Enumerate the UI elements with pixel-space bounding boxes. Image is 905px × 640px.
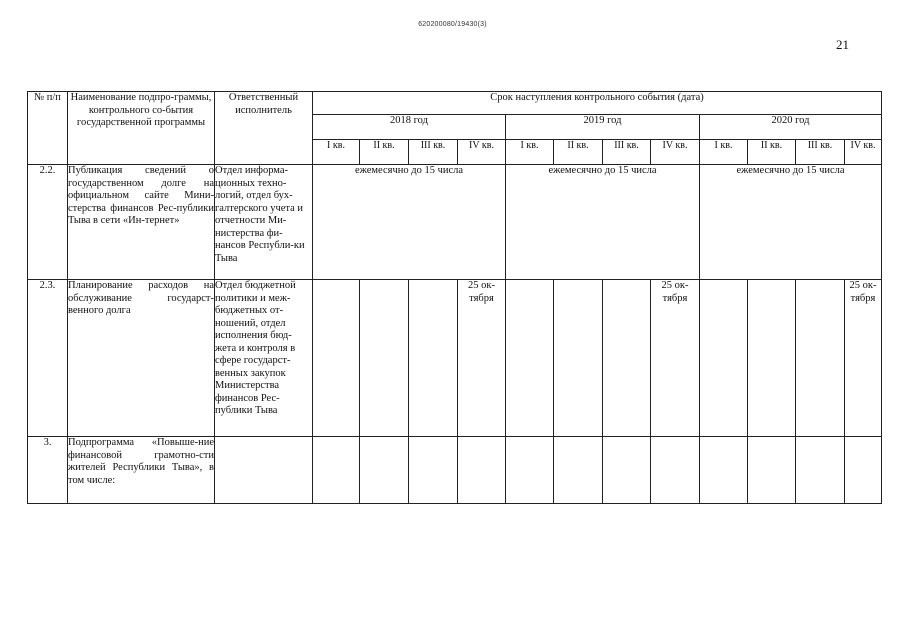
quarter-cell (748, 280, 796, 437)
quarter-cell (554, 280, 603, 437)
row-name: Публикация сведений о государственном долге на официальном сайте Мини-стерства финансов Рес-публики Тыва в сети «Ин-тернет» (68, 165, 215, 280)
header-year-2018: 2018 год (313, 115, 506, 140)
header-name: Наименование подпро-граммы, контрольного со-бытия государственной программы (68, 92, 215, 165)
quarter-cell (360, 437, 409, 504)
quarter-cell (506, 280, 554, 437)
header-year-2019: 2019 год (506, 115, 700, 140)
quarter-cell (506, 437, 554, 504)
row-number: 2.3. (28, 280, 68, 437)
row-responsible: Отдел информа-ционных техно-логий, отдел бух-галтерского учета и отчетности Ми-нистерства фи-нансов Республи-ки Тыва (215, 165, 313, 280)
table-row (28, 437, 882, 504)
header-quarter: I кв. (506, 140, 554, 165)
quarter-cell (409, 437, 458, 504)
quarter-cell (313, 280, 360, 437)
quarter-cell (313, 437, 360, 504)
row-number: 3. (28, 437, 68, 504)
quarter-cell (700, 280, 748, 437)
monthly-deadline-2019: ежемесячно до 15 числа (506, 165, 700, 280)
header-quarter: I кв. (313, 140, 360, 165)
monthly-deadline-2020: ежемесячно до 15 числа (700, 165, 882, 280)
quarter-cell (554, 437, 603, 504)
quarter-cell (603, 280, 651, 437)
quarter-cell: 25 ок-тября (651, 280, 700, 437)
document-code: 620200080/19430(3) (418, 21, 487, 28)
quarter-cell (796, 437, 845, 504)
header-quarter: I кв. (700, 140, 748, 165)
header-quarter: IV кв. (651, 140, 700, 165)
header-quarter: II кв. (748, 140, 796, 165)
header-quarter: IV кв. (458, 140, 506, 165)
table-row (28, 165, 882, 280)
monthly-deadline-2018: ежемесячно до 15 числа (313, 165, 506, 280)
quarter-cell (700, 437, 748, 504)
header-quarter: IV кв. (845, 140, 882, 165)
row-name: Планирование расходов на обслуживание государст-венного долга (68, 280, 215, 437)
row-name: Подпрограмма «Повыше-ние финансовой грамотно-сти жителей Республики Тыва», в том числе: (68, 437, 215, 504)
quarter-cell (360, 280, 409, 437)
header-responsible: Ответственный исполнитель (215, 92, 313, 165)
quarter-cell (845, 437, 882, 504)
quarter-cell (748, 437, 796, 504)
table-row (28, 280, 882, 437)
row-responsible (215, 437, 313, 504)
quarter-cell (409, 280, 458, 437)
header-num: № п/п (28, 92, 68, 165)
control-events-table (27, 91, 882, 504)
header-quarter: III кв. (603, 140, 651, 165)
page-number: 21 (836, 37, 849, 52)
quarter-cell (796, 280, 845, 437)
header-quarter: II кв. (554, 140, 603, 165)
quarter-cell: 25 ок-тября (458, 280, 506, 437)
quarter-cell (651, 437, 700, 504)
row-number: 2.2. (28, 165, 68, 280)
header-quarter: II кв. (360, 140, 409, 165)
header-quarter: III кв. (409, 140, 458, 165)
quarter-cell (603, 437, 651, 504)
quarter-cell (458, 437, 506, 504)
header-quarter: III кв. (796, 140, 845, 165)
quarter-cell: 25 ок-тября (845, 280, 882, 437)
header-deadline: Срок наступления контрольного события (дата) (313, 92, 882, 115)
header-year-2020: 2020 год (700, 115, 882, 140)
row-responsible: Отдел бюджетной политики и меж-бюджетных от-ношений, отдел исполнения бюд-жета и контроля в сфере государст-венных закупок Министерства финансов Рес-публики Тыва (215, 280, 313, 437)
